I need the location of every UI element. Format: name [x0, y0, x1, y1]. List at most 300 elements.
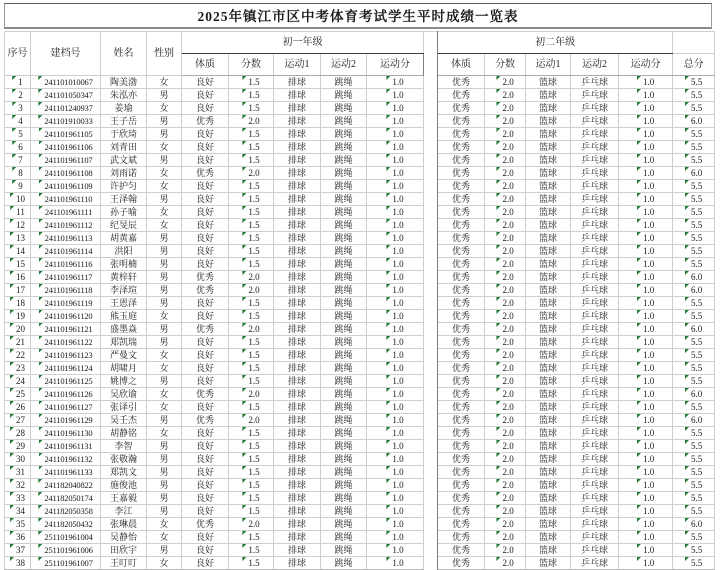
g2-score-cell[interactable]: 2.0	[485, 232, 526, 245]
g2-sport2-cell[interactable]: 乒乓球	[571, 453, 619, 466]
g2-sport1-cell[interactable]: 篮球	[526, 557, 571, 570]
col-header-g1-score[interactable]: 分数	[229, 54, 274, 76]
g1-sport1-cell[interactable]: 排球	[274, 284, 321, 297]
total-cell[interactable]: 5.5	[673, 349, 715, 362]
total-cell[interactable]: 5.5	[673, 219, 715, 232]
g2-fitness-cell[interactable]: 优秀	[438, 531, 485, 544]
g1-fitness-cell[interactable]: 良好	[182, 492, 229, 505]
g2-fitness-cell[interactable]: 优秀	[438, 479, 485, 492]
g1-score-cell[interactable]: 1.5	[229, 557, 274, 570]
total-cell[interactable]: 5.5	[673, 479, 715, 492]
g1-sport-score-cell[interactable]: 1.0	[367, 544, 424, 557]
gender-cell[interactable]: 男	[147, 115, 182, 128]
no-cell[interactable]: 12	[5, 219, 31, 232]
no-cell[interactable]: 26	[5, 401, 31, 414]
g1-fitness-cell[interactable]: 良好	[182, 531, 229, 544]
g1-sport-score-cell[interactable]: 1.0	[367, 284, 424, 297]
file-no-cell[interactable]: 241101961113	[31, 232, 101, 245]
g2-sport2-cell[interactable]: 乒乓球	[571, 414, 619, 427]
g2-sport1-cell[interactable]: 篮球	[526, 362, 571, 375]
gender-cell[interactable]: 男	[147, 271, 182, 284]
gender-cell[interactable]: 女	[147, 206, 182, 219]
g2-fitness-cell[interactable]: 优秀	[438, 401, 485, 414]
g2-fitness-cell[interactable]: 优秀	[438, 440, 485, 453]
g1-sport-score-cell[interactable]: 1.0	[367, 427, 424, 440]
g1-fitness-cell[interactable]: 优秀	[182, 115, 229, 128]
name-cell[interactable]: 胡静铭	[101, 427, 147, 440]
gender-cell[interactable]: 男	[147, 492, 182, 505]
no-cell[interactable]: 11	[5, 206, 31, 219]
g2-fitness-cell[interactable]: 优秀	[438, 362, 485, 375]
g1-score-cell[interactable]: 1.5	[229, 531, 274, 544]
g2-fitness-cell[interactable]: 优秀	[438, 323, 485, 336]
g1-sport1-cell[interactable]: 排球	[274, 167, 321, 180]
g2-sport1-cell[interactable]: 篮球	[526, 167, 571, 180]
file-no-cell[interactable]: 241101961108	[31, 167, 101, 180]
g1-score-cell[interactable]: 2.0	[229, 167, 274, 180]
g1-score-cell[interactable]: 2.0	[229, 388, 274, 401]
g1-sport2-cell[interactable]: 跳绳	[321, 531, 367, 544]
file-no-cell[interactable]: 241101961109	[31, 180, 101, 193]
g2-sport2-cell[interactable]: 乒乓球	[571, 297, 619, 310]
g2-sport-score-cell[interactable]: 1.0	[619, 102, 673, 115]
g2-score-cell[interactable]: 2.0	[485, 349, 526, 362]
g1-sport2-cell[interactable]: 跳绳	[321, 102, 367, 115]
g2-score-cell[interactable]: 2.0	[485, 453, 526, 466]
g1-sport-score-cell[interactable]: 1.0	[367, 349, 424, 362]
g1-sport2-cell[interactable]: 跳绳	[321, 362, 367, 375]
col-header-g1-sport2[interactable]: 运动2	[321, 54, 367, 76]
no-cell[interactable]: 21	[5, 336, 31, 349]
g1-sport-score-cell[interactable]: 1.0	[367, 479, 424, 492]
g2-sport-score-cell[interactable]: 1.0	[619, 180, 673, 193]
g1-fitness-cell[interactable]: 良好	[182, 453, 229, 466]
name-cell[interactable]: 胡啸月	[101, 362, 147, 375]
g2-sport1-cell[interactable]: 篮球	[526, 479, 571, 492]
g2-sport1-cell[interactable]: 篮球	[526, 297, 571, 310]
name-cell[interactable]: 盛墨焱	[101, 323, 147, 336]
g2-score-cell[interactable]: 2.0	[485, 492, 526, 505]
g2-sport1-cell[interactable]: 篮球	[526, 258, 571, 271]
col-header-g1-fitness[interactable]: 体质	[182, 54, 229, 76]
g2-fitness-cell[interactable]: 优秀	[438, 284, 485, 297]
g2-sport2-cell[interactable]: 乒乓球	[571, 466, 619, 479]
g2-sport1-cell[interactable]: 篮球	[526, 375, 571, 388]
g1-sport2-cell[interactable]: 跳绳	[321, 193, 367, 206]
g1-fitness-cell[interactable]: 良好	[182, 258, 229, 271]
total-cell[interactable]: 5.5	[673, 375, 715, 388]
g1-sport2-cell[interactable]: 跳绳	[321, 258, 367, 271]
g1-sport-score-cell[interactable]: 1.0	[367, 102, 424, 115]
g1-fitness-cell[interactable]: 优秀	[182, 518, 229, 531]
g2-sport2-cell[interactable]: 乒乓球	[571, 284, 619, 297]
g2-sport-score-cell[interactable]: 1.0	[619, 336, 673, 349]
g1-sport2-cell[interactable]: 跳绳	[321, 492, 367, 505]
g2-sport1-cell[interactable]: 篮球	[526, 128, 571, 141]
g1-score-cell[interactable]: 1.5	[229, 180, 274, 193]
g2-score-cell[interactable]: 2.0	[485, 401, 526, 414]
file-no-cell[interactable]: 241101961132	[31, 453, 101, 466]
g2-sport1-cell[interactable]: 篮球	[526, 466, 571, 479]
g1-sport-score-cell[interactable]: 1.0	[367, 89, 424, 102]
g2-sport-score-cell[interactable]: 1.0	[619, 414, 673, 427]
g1-score-cell[interactable]: 1.5	[229, 141, 274, 154]
gender-cell[interactable]: 女	[147, 102, 182, 115]
gender-cell[interactable]: 男	[147, 232, 182, 245]
total-cell[interactable]: 5.5	[673, 557, 715, 570]
g1-score-cell[interactable]: 1.5	[229, 219, 274, 232]
g2-fitness-cell[interactable]: 优秀	[438, 115, 485, 128]
g1-sport1-cell[interactable]: 排球	[274, 362, 321, 375]
g1-fitness-cell[interactable]: 良好	[182, 232, 229, 245]
g1-score-cell[interactable]: 1.5	[229, 102, 274, 115]
file-no-cell[interactable]: 241101961117	[31, 271, 101, 284]
g2-sport1-cell[interactable]: 篮球	[526, 440, 571, 453]
name-cell[interactable]: 张敬瀚	[101, 453, 147, 466]
g2-score-cell[interactable]: 2.0	[485, 388, 526, 401]
g1-score-cell[interactable]: 2.0	[229, 115, 274, 128]
g1-sport-score-cell[interactable]: 1.0	[367, 193, 424, 206]
total-cell[interactable]: 5.5	[673, 258, 715, 271]
g2-sport-score-cell[interactable]: 1.0	[619, 284, 673, 297]
g1-sport-score-cell[interactable]: 1.0	[367, 557, 424, 570]
g1-sport1-cell[interactable]: 排球	[274, 427, 321, 440]
g1-sport-score-cell[interactable]: 1.0	[367, 388, 424, 401]
g2-score-cell[interactable]: 2.0	[485, 427, 526, 440]
name-cell[interactable]: 李江	[101, 505, 147, 518]
file-no-cell[interactable]: 241182050358	[31, 505, 101, 518]
name-cell[interactable]: 施俊池	[101, 479, 147, 492]
g1-score-cell[interactable]: 1.5	[229, 336, 274, 349]
g1-sport-score-cell[interactable]: 1.0	[367, 375, 424, 388]
g2-fitness-cell[interactable]: 优秀	[438, 154, 485, 167]
g2-sport2-cell[interactable]: 乒乓球	[571, 258, 619, 271]
g2-fitness-cell[interactable]: 优秀	[438, 193, 485, 206]
total-cell[interactable]: 5.5	[673, 492, 715, 505]
g1-sport1-cell[interactable]: 排球	[274, 518, 321, 531]
g1-sport1-cell[interactable]: 排球	[274, 453, 321, 466]
g2-sport-score-cell[interactable]: 1.0	[619, 466, 673, 479]
total-cell[interactable]: 6.0	[673, 167, 715, 180]
name-cell[interactable]: 洪阳	[101, 245, 147, 258]
total-cell[interactable]: 5.5	[673, 310, 715, 323]
g1-sport2-cell[interactable]: 跳绳	[321, 141, 367, 154]
no-cell[interactable]: 34	[5, 505, 31, 518]
file-no-cell[interactable]: 241101961126	[31, 388, 101, 401]
name-cell[interactable]: 纪旻辰	[101, 219, 147, 232]
g2-score-cell[interactable]: 2.0	[485, 323, 526, 336]
gender-cell[interactable]: 女	[147, 427, 182, 440]
g1-sport-score-cell[interactable]: 1.0	[367, 206, 424, 219]
g1-score-cell[interactable]: 1.5	[229, 479, 274, 492]
g2-sport1-cell[interactable]: 篮球	[526, 232, 571, 245]
g1-sport2-cell[interactable]: 跳绳	[321, 453, 367, 466]
g1-sport1-cell[interactable]: 排球	[274, 557, 321, 570]
g1-sport-score-cell[interactable]: 1.0	[367, 505, 424, 518]
g1-sport-score-cell[interactable]: 1.0	[367, 297, 424, 310]
gender-cell[interactable]: 男	[147, 258, 182, 271]
g1-sport1-cell[interactable]: 排球	[274, 245, 321, 258]
file-no-cell[interactable]: 251101961004	[31, 531, 101, 544]
g2-sport2-cell[interactable]: 乒乓球	[571, 349, 619, 362]
g1-fitness-cell[interactable]: 良好	[182, 466, 229, 479]
g1-sport1-cell[interactable]: 排球	[274, 154, 321, 167]
g1-sport1-cell[interactable]: 排球	[274, 479, 321, 492]
total-cell[interactable]: 6.0	[673, 414, 715, 427]
g2-score-cell[interactable]: 2.0	[485, 115, 526, 128]
total-cell[interactable]: 5.5	[673, 232, 715, 245]
gender-cell[interactable]: 女	[147, 167, 182, 180]
no-cell[interactable]: 5	[5, 128, 31, 141]
g1-fitness-cell[interactable]: 优秀	[182, 284, 229, 297]
g2-sport2-cell[interactable]: 乒乓球	[571, 557, 619, 570]
g2-sport-score-cell[interactable]: 1.0	[619, 232, 673, 245]
no-cell[interactable]: 4	[5, 115, 31, 128]
g2-fitness-cell[interactable]: 优秀	[438, 466, 485, 479]
g2-sport2-cell[interactable]: 乒乓球	[571, 154, 619, 167]
g1-sport-score-cell[interactable]: 1.0	[367, 154, 424, 167]
gender-cell[interactable]: 男	[147, 375, 182, 388]
g2-fitness-cell[interactable]: 优秀	[438, 544, 485, 557]
g1-fitness-cell[interactable]: 良好	[182, 375, 229, 388]
no-cell[interactable]: 30	[5, 453, 31, 466]
name-cell[interactable]: 王恩泽	[101, 297, 147, 310]
g1-score-cell[interactable]: 1.5	[229, 232, 274, 245]
name-cell[interactable]: 朱泓亦	[101, 89, 147, 102]
file-no-cell[interactable]: 241101961116	[31, 258, 101, 271]
gender-cell[interactable]: 男	[147, 323, 182, 336]
g2-sport-score-cell[interactable]: 1.0	[619, 544, 673, 557]
g2-fitness-cell[interactable]: 优秀	[438, 427, 485, 440]
file-no-cell[interactable]: 241101961105	[31, 128, 101, 141]
g2-sport-score-cell[interactable]: 1.0	[619, 492, 673, 505]
g2-sport2-cell[interactable]: 乒乓球	[571, 310, 619, 323]
g2-sport2-cell[interactable]: 乒乓球	[571, 115, 619, 128]
name-cell[interactable]: 武文斌	[101, 154, 147, 167]
g2-sport-score-cell[interactable]: 1.0	[619, 167, 673, 180]
g1-sport2-cell[interactable]: 跳绳	[321, 323, 367, 336]
g1-sport-score-cell[interactable]: 1.0	[367, 492, 424, 505]
name-cell[interactable]: 郑凯文	[101, 466, 147, 479]
g1-fitness-cell[interactable]: 良好	[182, 76, 229, 89]
g2-sport1-cell[interactable]: 篮球	[526, 505, 571, 518]
g2-fitness-cell[interactable]: 优秀	[438, 128, 485, 141]
g2-sport2-cell[interactable]: 乒乓球	[571, 76, 619, 89]
g1-sport2-cell[interactable]: 跳绳	[321, 401, 367, 414]
g1-sport2-cell[interactable]: 跳绳	[321, 427, 367, 440]
col-header-g2-sport2[interactable]: 运动2	[571, 54, 619, 76]
g2-sport2-cell[interactable]: 乒乓球	[571, 492, 619, 505]
g2-score-cell[interactable]: 2.0	[485, 531, 526, 544]
file-no-cell[interactable]: 241101961111	[31, 206, 101, 219]
no-cell[interactable]: 24	[5, 375, 31, 388]
file-no-cell[interactable]: 241101961107	[31, 154, 101, 167]
g2-sport1-cell[interactable]: 篮球	[526, 531, 571, 544]
g2-fitness-cell[interactable]: 优秀	[438, 518, 485, 531]
g1-sport1-cell[interactable]: 排球	[274, 193, 321, 206]
g1-sport-score-cell[interactable]: 1.0	[367, 453, 424, 466]
gender-cell[interactable]: 女	[147, 76, 182, 89]
gender-cell[interactable]: 男	[147, 284, 182, 297]
g1-sport2-cell[interactable]: 跳绳	[321, 544, 367, 557]
g2-sport-score-cell[interactable]: 1.0	[619, 219, 673, 232]
g1-score-cell[interactable]: 1.5	[229, 297, 274, 310]
g2-fitness-cell[interactable]: 优秀	[438, 414, 485, 427]
g1-sport1-cell[interactable]: 排球	[274, 323, 321, 336]
name-cell[interactable]: 郑凯瑞	[101, 336, 147, 349]
g2-score-cell[interactable]: 2.0	[485, 336, 526, 349]
gender-cell[interactable]: 女	[147, 518, 182, 531]
g1-sport-score-cell[interactable]: 1.0	[367, 76, 424, 89]
g2-score-cell[interactable]: 2.0	[485, 245, 526, 258]
g2-score-cell[interactable]: 2.0	[485, 167, 526, 180]
g2-sport-score-cell[interactable]: 1.0	[619, 193, 673, 206]
g2-fitness-cell[interactable]: 优秀	[438, 206, 485, 219]
name-cell[interactable]: 于欣琦	[101, 128, 147, 141]
g1-score-cell[interactable]: 1.5	[229, 427, 274, 440]
total-cell[interactable]: 6.0	[673, 284, 715, 297]
g1-sport1-cell[interactable]: 排球	[274, 180, 321, 193]
no-cell[interactable]: 36	[5, 531, 31, 544]
g2-sport1-cell[interactable]: 篮球	[526, 518, 571, 531]
g2-sport2-cell[interactable]: 乒乓球	[571, 336, 619, 349]
g2-score-cell[interactable]: 2.0	[485, 284, 526, 297]
no-cell[interactable]: 22	[5, 349, 31, 362]
total-cell[interactable]: 6.0	[673, 323, 715, 336]
col-header-g2-score[interactable]: 分数	[485, 54, 526, 76]
g1-score-cell[interactable]: 2.0	[229, 323, 274, 336]
g1-sport1-cell[interactable]: 排球	[274, 544, 321, 557]
g2-sport-score-cell[interactable]: 1.0	[619, 401, 673, 414]
g1-sport1-cell[interactable]: 排球	[274, 219, 321, 232]
g2-sport2-cell[interactable]: 乒乓球	[571, 375, 619, 388]
g1-fitness-cell[interactable]: 良好	[182, 544, 229, 557]
g1-fitness-cell[interactable]: 良好	[182, 206, 229, 219]
g2-score-cell[interactable]: 2.0	[485, 297, 526, 310]
g1-score-cell[interactable]: 1.5	[229, 375, 274, 388]
g1-score-cell[interactable]: 2.0	[229, 414, 274, 427]
no-cell[interactable]: 19	[5, 310, 31, 323]
g2-sport2-cell[interactable]: 乒乓球	[571, 102, 619, 115]
g2-score-cell[interactable]: 2.0	[485, 193, 526, 206]
file-no-cell[interactable]: 241101961112	[31, 219, 101, 232]
no-cell[interactable]: 27	[5, 414, 31, 427]
g1-score-cell[interactable]: 1.5	[229, 492, 274, 505]
g1-sport1-cell[interactable]: 排球	[274, 297, 321, 310]
total-cell[interactable]: 5.5	[673, 180, 715, 193]
name-cell[interactable]: 严曼文	[101, 349, 147, 362]
gender-cell[interactable]: 女	[147, 557, 182, 570]
g2-sport2-cell[interactable]: 乒乓球	[571, 89, 619, 102]
g1-fitness-cell[interactable]: 良好	[182, 193, 229, 206]
g2-sport1-cell[interactable]: 篮球	[526, 492, 571, 505]
g1-score-cell[interactable]: 1.5	[229, 310, 274, 323]
no-cell[interactable]: 8	[5, 167, 31, 180]
g2-sport-score-cell[interactable]: 1.0	[619, 557, 673, 570]
no-cell[interactable]: 13	[5, 232, 31, 245]
g1-sport2-cell[interactable]: 跳绳	[321, 557, 367, 570]
no-cell[interactable]: 15	[5, 258, 31, 271]
no-cell[interactable]: 18	[5, 297, 31, 310]
g1-score-cell[interactable]: 1.5	[229, 245, 274, 258]
col-header-file-no[interactable]: 建档号	[31, 32, 101, 76]
g1-sport1-cell[interactable]: 排球	[274, 466, 321, 479]
name-cell[interactable]: 姚博之	[101, 375, 147, 388]
g2-fitness-cell[interactable]: 优秀	[438, 557, 485, 570]
file-no-cell[interactable]: 241101961118	[31, 284, 101, 297]
no-cell[interactable]: 29	[5, 440, 31, 453]
g1-sport2-cell[interactable]: 跳绳	[321, 232, 367, 245]
total-cell[interactable]: 5.5	[673, 128, 715, 141]
g1-score-cell[interactable]: 1.5	[229, 89, 274, 102]
g1-sport1-cell[interactable]: 排球	[274, 531, 321, 544]
g2-sport-score-cell[interactable]: 1.0	[619, 427, 673, 440]
no-cell[interactable]: 37	[5, 544, 31, 557]
g1-sport1-cell[interactable]: 排球	[274, 128, 321, 141]
g1-sport-score-cell[interactable]: 1.0	[367, 219, 424, 232]
g2-sport2-cell[interactable]: 乒乓球	[571, 505, 619, 518]
g1-fitness-cell[interactable]: 良好	[182, 427, 229, 440]
g1-score-cell[interactable]: 1.5	[229, 349, 274, 362]
g1-sport-score-cell[interactable]: 1.0	[367, 310, 424, 323]
g1-score-cell[interactable]: 1.5	[229, 466, 274, 479]
total-cell[interactable]: 6.0	[673, 115, 715, 128]
g1-sport-score-cell[interactable]: 1.0	[367, 167, 424, 180]
g1-sport1-cell[interactable]: 排球	[274, 141, 321, 154]
no-cell[interactable]: 17	[5, 284, 31, 297]
g2-fitness-cell[interactable]: 优秀	[438, 349, 485, 362]
g1-score-cell[interactable]: 1.5	[229, 154, 274, 167]
gender-cell[interactable]: 男	[147, 297, 182, 310]
file-no-cell[interactable]: 241101961114	[31, 245, 101, 258]
g1-sport2-cell[interactable]: 跳绳	[321, 414, 367, 427]
g2-score-cell[interactable]: 2.0	[485, 154, 526, 167]
total-cell[interactable]: 5.5	[673, 102, 715, 115]
g2-sport2-cell[interactable]: 乒乓球	[571, 518, 619, 531]
gender-cell[interactable]: 男	[147, 479, 182, 492]
g1-score-cell[interactable]: 1.5	[229, 362, 274, 375]
g2-sport-score-cell[interactable]: 1.0	[619, 206, 673, 219]
g1-sport2-cell[interactable]: 跳绳	[321, 180, 367, 193]
g2-sport1-cell[interactable]: 篮球	[526, 193, 571, 206]
g2-score-cell[interactable]: 2.0	[485, 544, 526, 557]
g1-sport2-cell[interactable]: 跳绳	[321, 154, 367, 167]
g2-fitness-cell[interactable]: 优秀	[438, 102, 485, 115]
g2-sport1-cell[interactable]: 篮球	[526, 271, 571, 284]
g1-fitness-cell[interactable]: 良好	[182, 297, 229, 310]
g1-fitness-cell[interactable]: 良好	[182, 349, 229, 362]
no-cell[interactable]: 20	[5, 323, 31, 336]
file-no-cell[interactable]: 241101961130	[31, 427, 101, 440]
g1-sport1-cell[interactable]: 排球	[274, 310, 321, 323]
g1-score-cell[interactable]: 1.5	[229, 505, 274, 518]
col-header-g2-fitness[interactable]: 体质	[438, 54, 485, 76]
g1-sport1-cell[interactable]: 排球	[274, 414, 321, 427]
g2-sport2-cell[interactable]: 乒乓球	[571, 531, 619, 544]
g2-fitness-cell[interactable]: 优秀	[438, 76, 485, 89]
g2-sport2-cell[interactable]: 乒乓球	[571, 167, 619, 180]
g1-score-cell[interactable]: 1.5	[229, 258, 274, 271]
g2-sport-score-cell[interactable]: 1.0	[619, 258, 673, 271]
g1-sport2-cell[interactable]: 跳绳	[321, 297, 367, 310]
total-cell[interactable]: 5.5	[673, 427, 715, 440]
g1-sport-score-cell[interactable]: 1.0	[367, 115, 424, 128]
g1-sport1-cell[interactable]: 排球	[274, 505, 321, 518]
g1-sport1-cell[interactable]: 排球	[274, 232, 321, 245]
g2-fitness-cell[interactable]: 优秀	[438, 336, 485, 349]
g1-sport-score-cell[interactable]: 1.0	[367, 245, 424, 258]
gender-cell[interactable]: 女	[147, 388, 182, 401]
